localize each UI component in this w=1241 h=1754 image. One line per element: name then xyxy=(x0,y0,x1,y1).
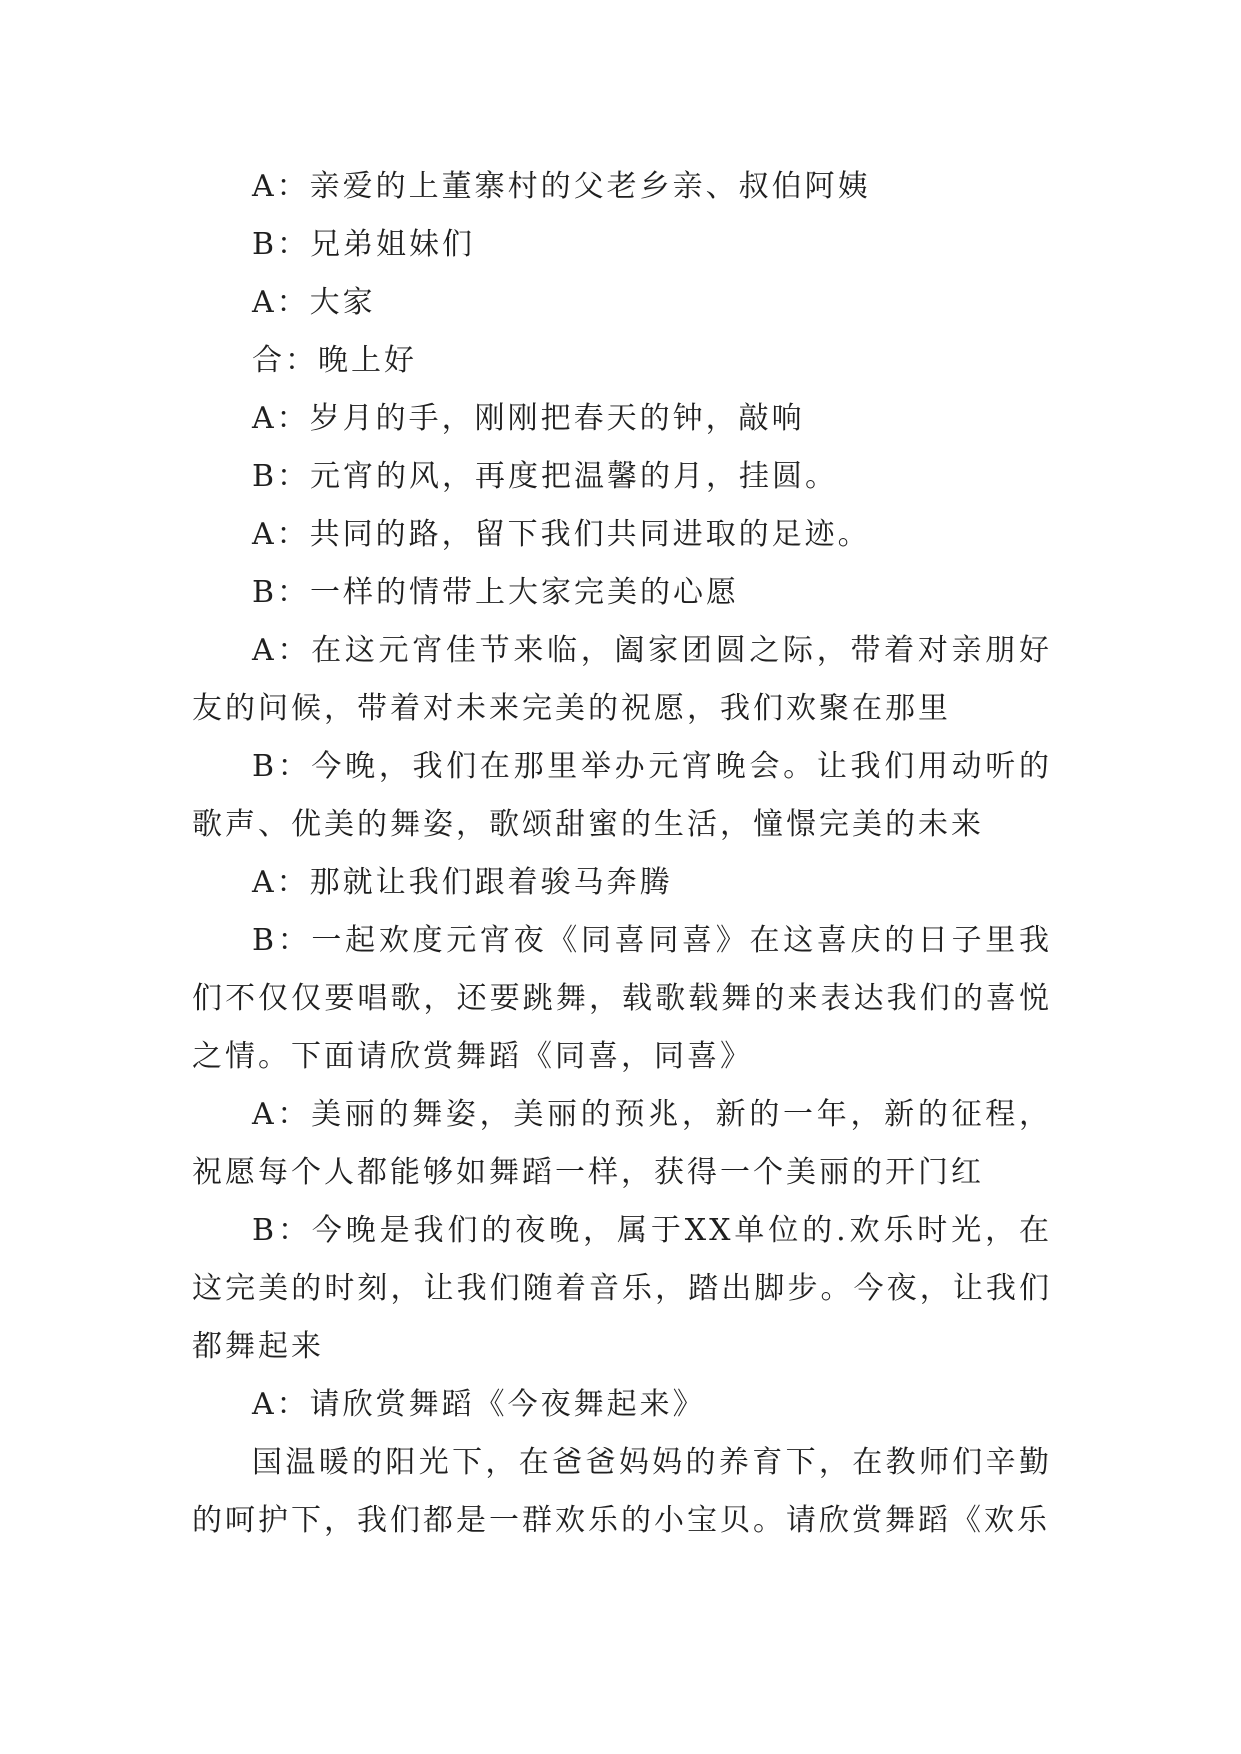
paragraph: 合：晚上好 xyxy=(252,343,417,378)
paragraph: B：元宵的风，再度把温馨的月，挂圆。 xyxy=(252,459,839,494)
paragraph: A：请欣赏舞蹈《今夜舞起来》 xyxy=(252,1387,706,1422)
paragraph: 国温暖的阳光下，在爸爸妈妈的养育下，在教师们辛勤的呵护下，我们都是一群欢乐的小宝贝。请欣赏舞蹈《欢乐 xyxy=(192,1445,1052,1538)
paragraph: A：共同的路，留下我们共同进取的足迹。 xyxy=(252,517,871,552)
paragraph: B：一样的情带上大家完美的心愿 xyxy=(252,575,740,610)
paragraph: A：那就让我们跟着骏马奔腾 xyxy=(252,865,673,900)
paragraph: B：一起欢度元宵夜《同喜同喜》在这喜庆的日子里我们不仅仅要唱歌，还要跳舞，载歌载舞的来表达我们的喜悦之情。下面请欣赏舞蹈《同喜，同喜》 xyxy=(192,923,1052,1074)
paragraph: B：今晚，我们在那里举办元宵晚会。让我们用动听的歌声、优美的舞姿，歌颂甜蜜的生活，憧憬完美的未来 xyxy=(192,749,1052,842)
paragraph: A：在这元宵佳节来临，阖家团圆之际，带着对亲朋好友的问候，带着对未来完美的祝愿，我们欢聚在那里 xyxy=(192,633,1052,726)
paragraph: B：兄弟姐妹们 xyxy=(252,227,476,262)
paragraph: A：美丽的舞姿，美丽的预兆，新的一年，新的征程，祝愿每个人都能够如舞蹈一样，获得一个美丽的开门红 xyxy=(192,1097,1052,1190)
paragraph: A：大家 xyxy=(252,285,376,320)
paragraph: B：今晚是我们的夜晚，属于XX单位的.欢乐时光，在这完美的时刻，让我们随着音乐，踏出脚步。今夜，让我们都舞起来 xyxy=(192,1213,1052,1364)
document-body xyxy=(192,158,1052,1550)
paragraph: A：亲爱的上董寨村的父老乡亲、叔伯阿姨 xyxy=(252,169,871,204)
paragraph: A：岁月的手，刚刚把春天的钟，敲响 xyxy=(252,401,805,436)
